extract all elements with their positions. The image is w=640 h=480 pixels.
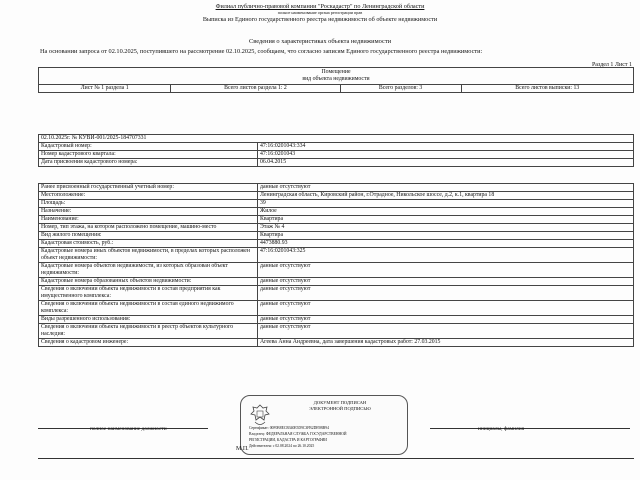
row-label: Номер, тип этажа, на котором расположено помещение, машино-место <box>39 224 258 232</box>
table-row <box>39 232 634 240</box>
row-value: 47:16:0201043:325 <box>258 248 634 263</box>
row-value: данные отсутствуют <box>258 324 634 339</box>
object-kind-cell <box>39 68 634 85</box>
row-value: Жилое <box>258 208 634 216</box>
row-value: данные отсутствуют <box>258 263 634 278</box>
object-kind: Помещение <box>321 69 351 75</box>
sheet-number: Лист № 1 раздела 1 <box>39 85 171 93</box>
row-value: Этаж № 4 <box>258 224 634 232</box>
table-row <box>39 278 634 286</box>
stamp-title: ДОКУМЕНТ ПОДПИСАН <box>313 400 367 405</box>
bottom-rule <box>38 458 634 459</box>
row-label: Кадастровая стоимость, руб.: <box>39 240 258 248</box>
name-signature-line <box>430 428 630 429</box>
stamp-owner-cont: РЕГИСТРАЦИИ, КАДАСТРА И КАРТОГРАФИИ <box>249 438 327 442</box>
org-caption: полное наименование органа регистрации прав <box>277 10 363 15</box>
row-value: данные отсутствуют <box>258 316 634 324</box>
table-row <box>39 301 634 316</box>
object-kind-table <box>38 67 634 93</box>
extract-number: 02.10.2025г. № КУВИ-001/2025-184707331 <box>39 135 634 143</box>
row-label: Вид жилого помещения: <box>39 232 258 240</box>
assignment-date: 06.04.2015 <box>258 159 634 167</box>
table-row <box>39 200 634 208</box>
table-row <box>39 159 634 167</box>
row-label: Ранее присвоенный государственный учетный номер: <box>39 184 258 192</box>
row-value: Ленинградская область, Кировский район, г.Отрадное, Никольское шоссе, д.2, к.1, квартира 18 <box>258 192 634 200</box>
row-value: 39 <box>258 200 634 208</box>
row-label: Площадь: <box>39 200 258 208</box>
page-label: Раздел 1 Лист 1 <box>591 62 632 68</box>
table-row <box>39 143 634 151</box>
table-row <box>39 184 634 192</box>
row-label: Сведения о включении объекта недвижимости в состав предприятия как имущественного комплекса: <box>39 286 258 301</box>
electronic-signature-stamp <box>240 395 408 455</box>
stamp-certificate: Сертификат: 00F0B8ECB340E5D9C3FB2DE9BB94 <box>249 426 329 430</box>
table-row <box>39 248 634 263</box>
row-value: Квартира <box>258 216 634 224</box>
section-title: Сведения о характеристиках объекта недвижимости <box>248 38 392 45</box>
position-caption: полное наименование должности <box>90 426 167 432</box>
table-row <box>39 263 634 278</box>
row-value: 4473880.93 <box>258 240 634 248</box>
seal-mark: М.П. <box>236 446 249 452</box>
name-caption: инициалы, фамилия <box>478 426 525 432</box>
row-value: Агеева Анна Андреевна, дата завершения кадастровых работ: 27.03.2015 <box>258 339 634 347</box>
object-kind-caption: вид объекта недвижимости <box>302 76 370 82</box>
row-value: Квартира <box>258 232 634 240</box>
details-table <box>38 183 634 347</box>
table-row <box>39 339 634 347</box>
row-label: Дата присвоения кадастрового номера: <box>39 159 258 167</box>
row-value: данные отсутствуют <box>258 286 634 301</box>
table-row <box>39 324 634 339</box>
section-sheets-total: Всего листов раздела 1: 2 <box>171 85 340 93</box>
intro-text: На основании запроса от 02.10.2025, поступившего на рассмотрение 02.10.2025, сообщаем, что согласно записям Единого государственного реестра недвижимости: <box>40 48 483 55</box>
row-label: Сведения о включении объекта недвижимости в состав единого недвижимого комплекса: <box>39 301 258 316</box>
row-label: Номер кадастрового квартала: <box>39 151 258 159</box>
row-label: Кадастровые номера иных объектов недвижимости, в пределах которых расположен объект недвижимости: <box>39 248 258 263</box>
extract-sheets-total: Всего листов выписки: 13 <box>461 85 633 93</box>
row-label: Сведения о кадастровом инженере: <box>39 339 258 347</box>
table-row <box>39 316 634 324</box>
table-row <box>39 151 634 159</box>
row-label: Назначение: <box>39 208 258 216</box>
row-label: Виды разрешенного использования: <box>39 316 258 324</box>
row-label: Кадастровые номера объектов недвижимости, из которых образован объект недвижимости: <box>39 263 258 278</box>
row-value: данные отсутствуют <box>258 301 634 316</box>
table-row <box>39 240 634 248</box>
table-row <box>39 224 634 232</box>
row-label: Сведения о включении объекта недвижимости в реестр объектов культурного наследия: <box>39 324 258 339</box>
row-value: данные отсутствуют <box>258 278 634 286</box>
cadastral-id-table <box>38 134 634 167</box>
row-label: Кадастровые номера образованных объектов недвижимости: <box>39 278 258 286</box>
row-value: данные отсутствуют <box>258 184 634 192</box>
table-row <box>39 208 634 216</box>
stamp-validity: Действителен: с 02.08.2024 по 26.10.2025 <box>249 444 315 448</box>
row-label: Кадастровый номер: <box>39 143 258 151</box>
table-row <box>39 192 634 200</box>
table-row <box>39 286 634 301</box>
table-row <box>39 216 634 224</box>
row-label: Местоположение: <box>39 192 258 200</box>
cadastral-number: 47:16:0201043:334 <box>258 143 634 151</box>
sections-total: Всего разделов: 3 <box>340 85 461 93</box>
row-label: Наименование: <box>39 216 258 224</box>
org-name: Филиал публично-правовой компании "Роскадастр" по Ленинградской области <box>215 3 425 10</box>
stamp-subtitle: ЭЛЕКТРОННОЙ ПОДПИСЬЮ <box>309 406 371 411</box>
document-title: Выписка из Единого государственного реестра недвижимости об объекте недвижимости <box>202 16 438 23</box>
stamp-owner: Владелец: ФЕДЕРАЛЬНАЯ СЛУЖБА ГОСУДАРСТВЕННОЙ <box>249 432 347 436</box>
cadastral-quarter: 47:16:0201043 <box>258 151 634 159</box>
